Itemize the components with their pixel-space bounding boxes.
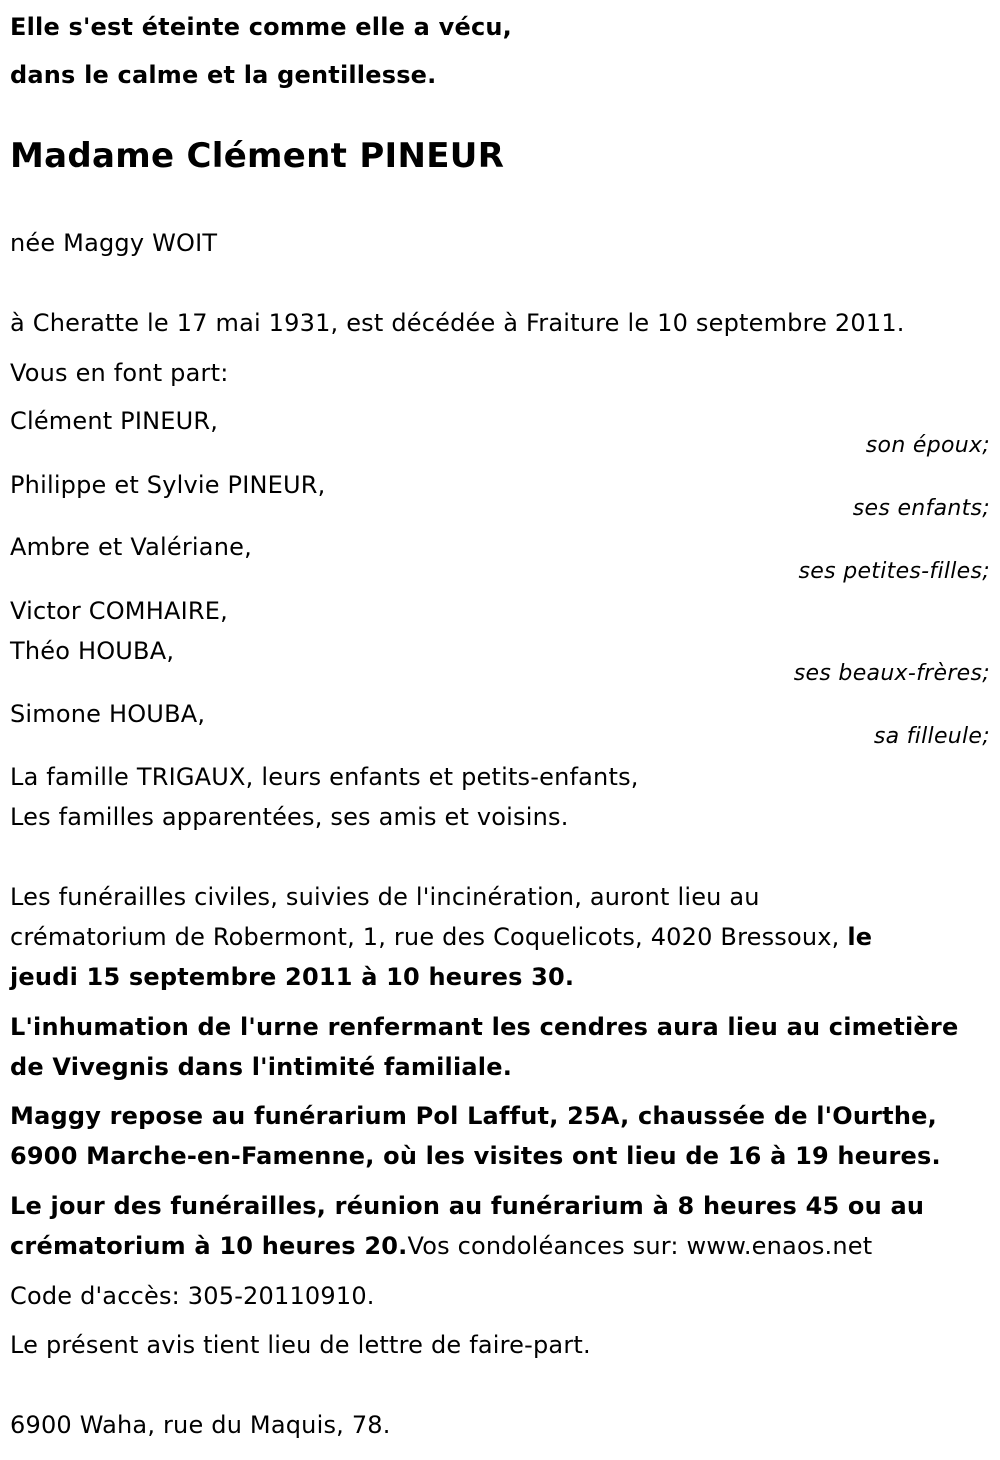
notice-line: Le présent avis tient lieu de lettre de faire-part. xyxy=(10,1331,591,1359)
maiden-name: née Maggy WOIT xyxy=(10,229,218,257)
burial-line-2: de Vivegnis dans l'intimité familiale. xyxy=(10,1053,513,1081)
funeral-line-2 xyxy=(10,922,872,952)
goddaughter-name: Simone HOUBA, xyxy=(10,700,206,728)
address-line: 6900 Waha, rue du Maquis, 78. xyxy=(10,1411,391,1439)
funeral-date-start: le xyxy=(847,923,873,951)
brothers-in-law-role: ses beaux-frères; xyxy=(793,661,990,686)
intro-line-2: dans le calme et la gentillesse. xyxy=(10,61,437,89)
spouse-name: Clément PINEUR, xyxy=(10,407,219,435)
access-code: Code d'accès: 305-20110910. xyxy=(10,1282,375,1310)
brother-in-law-2: Théo HOUBA, xyxy=(10,637,175,665)
crematorium-time: crématorium à 10 heures 20. xyxy=(10,1232,408,1260)
trigaux-family: La famille TRIGAUX, leurs enfants et petits-enfants, xyxy=(10,763,639,791)
burial-line-1: L'inhumation de l'urne renfermant les cendres aura lieu au cimetière xyxy=(10,1013,959,1041)
spouse-role: son époux; xyxy=(865,433,990,458)
dates-line: à Cheratte le 17 mai 1931, est décédée à Fraiture le 10 septembre 2011. xyxy=(10,309,905,337)
funeral-date: jeudi 15 septembre 2011 à 10 heures 30. xyxy=(10,963,575,991)
funeral-place: crématorium de Robermont, 1, rue des Coquelicots, 4020 Bressoux, xyxy=(10,923,840,951)
day-line-2 xyxy=(10,1231,872,1261)
condolences-link[interactable]: Vos condoléances sur: www.enaos.net xyxy=(407,1232,873,1260)
grandchildren-name: Ambre et Valériane, xyxy=(10,533,252,561)
announce-line: Vous en font part: xyxy=(10,359,229,387)
deceased-name: Madame Clément PINEUR xyxy=(10,136,505,176)
intro-line-1: Elle s'est éteinte comme elle a vécu, xyxy=(10,13,512,41)
funeral-line-1: Les funérailles civiles, suivies de l'incinération, auront lieu au xyxy=(10,883,760,911)
day-line-1: Le jour des funérailles, réunion au funérarium à 8 heures 45 ou au xyxy=(10,1192,925,1220)
children-name: Philippe et Sylvie PINEUR, xyxy=(10,471,326,499)
children-role: ses enfants; xyxy=(852,496,990,521)
rest-line-2: 6900 Marche-en-Famenne, où les visites ont lieu de 16 à 19 heures. xyxy=(10,1142,941,1170)
other-families: Les familles apparentées, ses amis et voisins. xyxy=(10,803,569,831)
grandchildren-role: ses petites-filles; xyxy=(798,559,990,584)
goddaughter-role: sa filleule; xyxy=(873,724,990,749)
brother-in-law-1: Victor COMHAIRE, xyxy=(10,597,228,625)
rest-line-1: Maggy repose au funérarium Pol Laffut, 25A, chaussée de l'Ourthe, xyxy=(10,1102,937,1130)
